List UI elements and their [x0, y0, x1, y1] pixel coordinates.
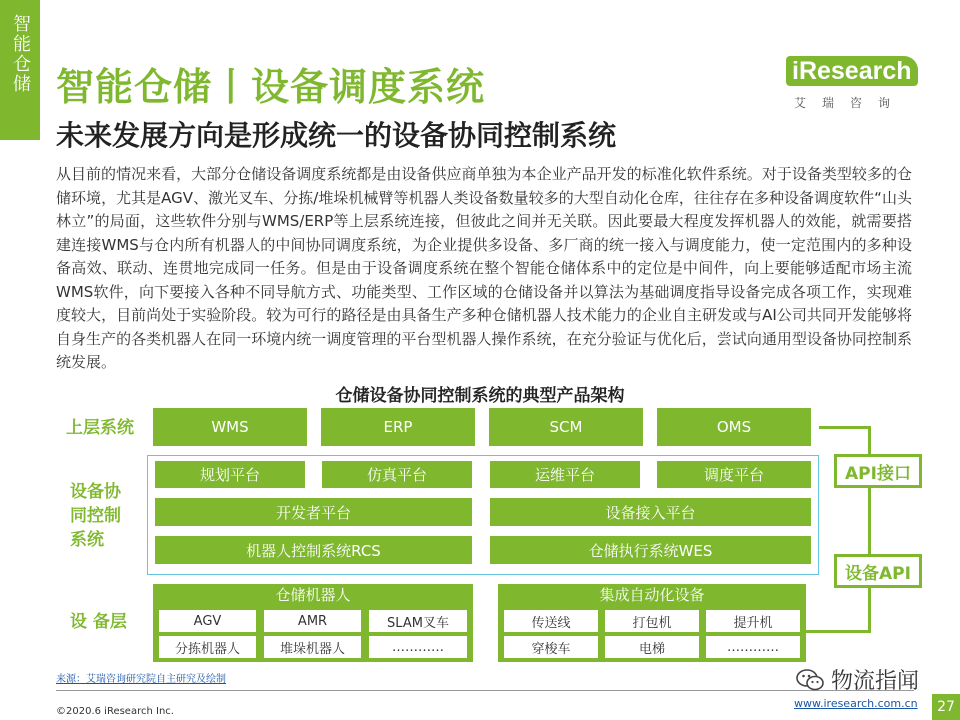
page-subtitle: 未来发展方向是形成统一的设备协同控制系统	[56, 119, 617, 152]
panel-warehouse-robots-title: 仓储机器人	[275, 586, 351, 604]
warehouse-execution-system-wes: 仓储执行系统WES	[490, 536, 811, 564]
wechat-watermark	[795, 664, 919, 695]
device-api-box: 设备API	[834, 554, 922, 588]
api-connector-mid	[868, 488, 871, 554]
auto-cell-conveyor: 传送线	[504, 610, 598, 632]
label-upper-system: 上层系统	[66, 418, 134, 438]
robot-control-system-rcs: 机器人控制系统RCS	[155, 536, 472, 564]
api-interface-box: API接口	[834, 454, 922, 488]
page-number: 27	[932, 694, 960, 720]
auto-cell-packer: 打包机	[605, 610, 699, 632]
label-coordination-system: 设备协同控制系统	[70, 482, 121, 550]
iresearch-logo	[786, 56, 914, 111]
api-connector-top	[868, 426, 871, 456]
source-link[interactable]: 来源：艾瑞咨询研究院自主研究及绘制	[56, 674, 226, 685]
auto-cell-lifter: 提升机	[706, 610, 800, 632]
upper-box-wms: WMS	[153, 408, 307, 446]
logo-subtext: 艾瑞咨询	[794, 96, 907, 110]
panel-integrated-automation	[498, 584, 806, 662]
upper-box-erp: ERP	[321, 408, 475, 446]
website-link[interactable]: www.iresearch.com.cn	[794, 697, 918, 710]
auto-cell-more: …………	[706, 636, 800, 658]
section-tab	[0, 0, 40, 140]
wechat-label: 物流指闻	[831, 669, 920, 694]
robot-cell-stacking: 堆垛机器人	[264, 636, 361, 658]
upper-box-scm: SCM	[489, 408, 643, 446]
api-connector-bottom	[868, 588, 871, 632]
developer-platform: 开发者平台	[155, 498, 472, 526]
body-paragraph: 从目前的情况来看，大部分仓储设备调度系统都是由设备供应商单独为本企业产品开发的标准化软件系统。对于设备类型较多的仓储环境，尤其是AGV、激光叉车、分拣/堆垛机械臂等机器人类设备数量较多的大型自动化仓库，往往存在多种设备调度软件“山头林立”的局面，这些软件分别与WMS/ERP等上层系统连接，但彼此之间并无关联。因此要最大程度发挥机器人的效能，就需要搭建连接WMS与仓内所有机器人的中间协同调度系统，为企业提供多设备、多厂商的统一接入与调度能力，使一定范围内的多种设备高效、联动、连贯地完成同一任务。但是由于设备调度系统在整个智能仓储体系中的定位是中间件，向上要能够适配市场主流WMS软件，向下要接入各种不同导航方式、功能类型、工作区域的仓储设备并以算法为基础调度指导设备完成各项工作，实现难度较大，目前尚处于实验阶段。较为可行的路径是由具备生产多种仓储机器人技术能力的企业自主研发或与AI公司共同开发能够将自身生产的各类机器人在同一环境内统一调度管理的平台型机器人操作系统，在充分验证与优化后，尝试向通用型设备协同控制系统发展。	[56, 165, 912, 371]
robot-cell-agv: AGV	[159, 610, 256, 632]
platform-operations: 运维平台	[490, 461, 640, 488]
upper-box-oms: OMS	[657, 408, 811, 446]
auto-cell-elevator: 电梯	[605, 636, 699, 658]
logo-wordmark: iResearch	[786, 56, 918, 86]
robot-cell-slam-forklift: SLAM叉车	[369, 610, 467, 632]
diagram-title: 仓储设备协同控制系统的典型产品架构	[335, 386, 625, 406]
section-tab-label: 智能仓储	[10, 14, 31, 94]
api-connector-bottom-h	[806, 630, 871, 633]
robot-cell-amr: AMR	[264, 610, 361, 632]
api-connector-top-h	[819, 426, 871, 429]
footer-divider	[56, 690, 914, 691]
platform-simulation: 仿真平台	[322, 461, 472, 488]
robot-cell-more: …………	[369, 636, 467, 658]
panel-integrated-automation-title: 集成自动化设备	[599, 586, 705, 604]
platform-dispatch: 调度平台	[657, 461, 811, 488]
page-title: 智能仓储丨设备调度系统	[56, 65, 486, 109]
robot-cell-sorting: 分拣机器人	[159, 636, 256, 658]
platform-planning: 规划平台	[155, 461, 305, 488]
auto-cell-shuttle: 穿梭车	[504, 636, 598, 658]
wechat-icon	[795, 667, 825, 693]
panel-warehouse-robots	[153, 584, 473, 662]
device-access-platform: 设备接入平台	[490, 498, 811, 526]
copyright-text: ©2020.6 iResearch Inc.	[56, 706, 174, 717]
label-device-layer: 设 备层	[70, 612, 127, 632]
